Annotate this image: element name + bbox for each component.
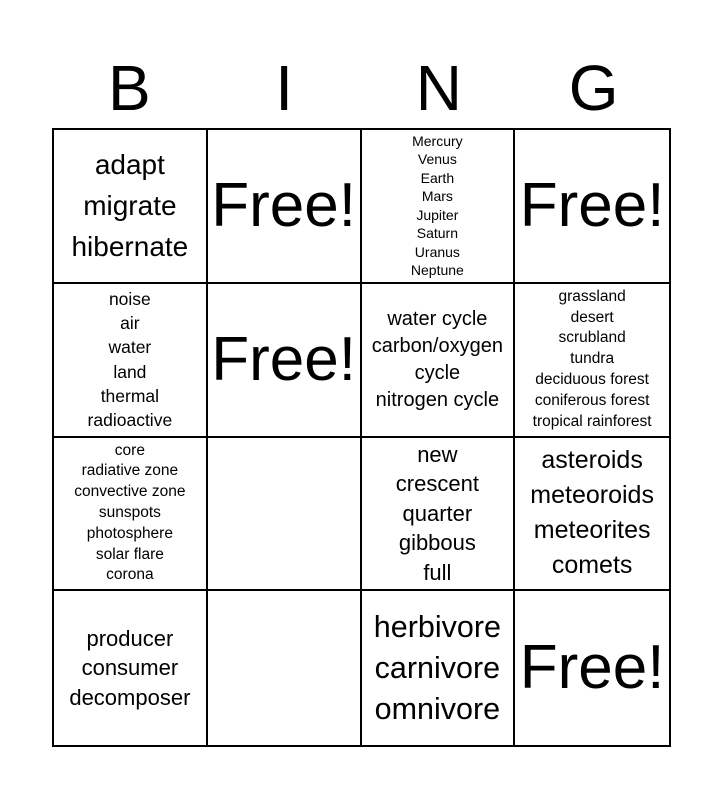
cell-text-line: noise bbox=[108, 288, 151, 309]
cell-text-line: desert bbox=[570, 308, 614, 326]
cell-text-line: air bbox=[120, 313, 140, 334]
cell-text-line: Earth bbox=[420, 169, 455, 186]
cell-text-line: producer bbox=[86, 625, 174, 651]
cell-text-line: Free! bbox=[211, 324, 356, 394]
header-letter-n: N bbox=[415, 52, 462, 124]
bingo-cell[interactable] bbox=[54, 284, 208, 438]
cell-text-line: solar flare bbox=[95, 545, 164, 563]
bingo-board bbox=[52, 128, 671, 747]
bingo-cell[interactable] bbox=[54, 438, 208, 592]
header-letter-g: G bbox=[568, 52, 619, 124]
cell-text-line: new bbox=[417, 441, 458, 467]
bingo-header bbox=[52, 52, 671, 124]
cell-text-line: Saturn bbox=[416, 225, 458, 242]
bingo-cell[interactable] bbox=[54, 591, 208, 745]
cell-text-line: water bbox=[108, 337, 152, 358]
cell-text-line: tundra bbox=[570, 350, 615, 368]
cell-text-line: Uranus bbox=[414, 243, 460, 260]
cell-text-line: full bbox=[423, 559, 452, 585]
cell-text-line: gibbous bbox=[398, 530, 476, 556]
bingo-cell-empty[interactable] bbox=[208, 438, 362, 592]
cell-text-line: cycle bbox=[414, 361, 461, 384]
cell-text-line: radiative zone bbox=[81, 462, 179, 480]
cell-text-line: thermal bbox=[100, 385, 160, 406]
header-letter-i: I bbox=[275, 52, 294, 124]
cell-text-line: Jupiter bbox=[416, 206, 459, 223]
cell-text-line: hibernate bbox=[71, 231, 189, 263]
cell-text-line: Free! bbox=[519, 633, 665, 703]
bingo-cell[interactable] bbox=[362, 284, 516, 438]
cell-text-line: nitrogen cycle bbox=[375, 388, 500, 411]
bingo-cell[interactable] bbox=[362, 130, 516, 284]
cell-text-line: convective zone bbox=[74, 483, 186, 501]
bingo-cell[interactable] bbox=[515, 284, 669, 438]
bingo-cell[interactable] bbox=[362, 591, 516, 745]
cell-text-line: herbivore bbox=[373, 609, 501, 644]
cell-text-line: carbon/oxygen bbox=[371, 334, 503, 357]
cell-text-line: quarter bbox=[402, 500, 473, 526]
cell-text-line: photosphere bbox=[86, 524, 173, 542]
cell-text-line: land bbox=[113, 361, 147, 382]
cell-text-line: asteroids bbox=[541, 446, 643, 475]
cell-text-line: corona bbox=[106, 566, 154, 584]
bingo-cell[interactable] bbox=[515, 438, 669, 592]
cell-text-line: Mars bbox=[421, 188, 453, 205]
cell-text-line: consumer bbox=[81, 655, 179, 681]
cell-text-line: migrate bbox=[83, 190, 177, 222]
bingo-cell-free[interactable] bbox=[515, 591, 669, 745]
cell-text-line: coniferous forest bbox=[534, 391, 650, 409]
cell-text-line: deciduous forest bbox=[535, 371, 649, 389]
cell-text-line: scrubland bbox=[558, 329, 626, 347]
cell-text-line: Neptune bbox=[410, 262, 464, 279]
cell-text-line: comets bbox=[551, 551, 633, 580]
bingo-cell-free[interactable] bbox=[208, 130, 362, 284]
cell-text-line: carnivore bbox=[374, 650, 501, 685]
cell-text-line: sunspots bbox=[98, 503, 161, 521]
cell-text-line: Venus bbox=[417, 151, 457, 168]
cell-text-line: radioactive bbox=[87, 410, 173, 431]
cell-text-line: adapt bbox=[94, 149, 165, 181]
cell-text-line: Mercury bbox=[412, 132, 463, 149]
bingo-cell[interactable] bbox=[362, 438, 516, 592]
cell-text-line: core bbox=[114, 441, 145, 459]
bingo-cell-empty[interactable] bbox=[208, 591, 362, 745]
cell-text-line: tropical rainforest bbox=[532, 412, 652, 430]
cell-text-line: meteorites bbox=[533, 516, 651, 545]
cell-text-line: Free! bbox=[519, 170, 665, 240]
bingo-cell-free[interactable] bbox=[208, 284, 362, 438]
cell-text-line: omnivore bbox=[374, 691, 501, 726]
cell-text-line: grassland bbox=[558, 287, 626, 305]
cell-text-line: decomposer bbox=[69, 684, 191, 710]
bingo-cell-free[interactable] bbox=[515, 130, 669, 284]
header-letter-b: B bbox=[108, 52, 151, 124]
bingo-cell[interactable] bbox=[54, 130, 208, 284]
cell-text-line: Free! bbox=[211, 170, 356, 240]
cell-text-line: water cycle bbox=[387, 307, 488, 330]
cell-text-line: meteoroids bbox=[530, 481, 654, 510]
cell-text-line: crescent bbox=[395, 471, 479, 497]
